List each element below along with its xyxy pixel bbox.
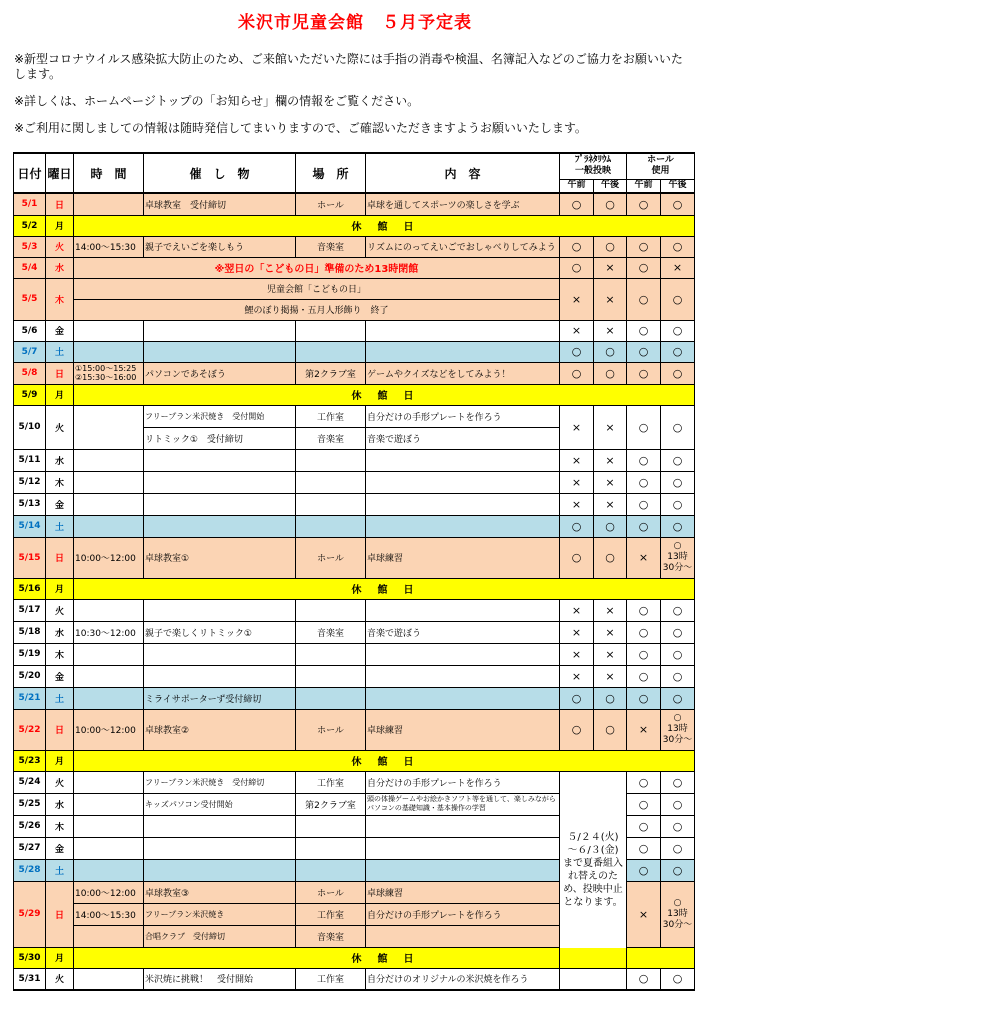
date-cell: 5/11 [14, 449, 46, 471]
date-cell: 5/30 [14, 947, 46, 968]
date-cell: 5/5 [14, 278, 46, 320]
place-cell: ホール [296, 193, 366, 215]
weekday-cell: 金 [46, 320, 74, 341]
hall-am-cell: ○ [627, 493, 661, 515]
date-cell: 5/8 [14, 362, 46, 384]
content-cell: リズムにのってえいごでおしゃべりしてみよう [366, 236, 560, 257]
event-cell: フリープラン米沢焼き [144, 903, 296, 925]
weekday-cell: 木 [46, 471, 74, 493]
event-cell: リトミック① 受付締切 [144, 427, 296, 449]
notice-text-2: ※詳しくは、ホームページトップの「お知らせ」欄の情報をご覧ください。 [14, 94, 420, 108]
weekday-cell: 水 [46, 257, 74, 278]
hall-pm-cell: ○ [661, 193, 695, 215]
planetarium-pm-cell: × [594, 643, 627, 665]
planetarium-pm-cell: × [594, 493, 627, 515]
weekday-cell: 火 [46, 405, 74, 449]
notice-text-1: ※新型コロナウイルス感染拡大防止のため、ご来館いただいた際には手指の消毒や検温、名簿記入などのご協力をお願いいたします。 [14, 52, 683, 81]
content-cell: 音楽で遊ぼう [366, 427, 560, 449]
hall-pm-cell: ○ [661, 362, 695, 384]
planetarium-am-cell: × [560, 278, 594, 320]
header-content: 内 容 [366, 153, 560, 193]
planetarium-pm-cell: ○ [594, 537, 627, 578]
date-cell: 5/4 [14, 257, 46, 278]
planetarium-pm-cell: × [594, 621, 627, 643]
weekday-cell: 月 [46, 215, 74, 236]
content-cell: 卓球練習 [366, 881, 560, 903]
hall-pm-cell: ○ [661, 859, 695, 881]
table-row [14, 687, 695, 709]
hall-pm-cell: ○ [661, 815, 695, 837]
table-row [14, 599, 695, 621]
date-cell: 5/18 [14, 621, 46, 643]
header-planetarium-pm: 午後 [594, 179, 627, 193]
table-row [14, 215, 695, 236]
weekday-cell: 火 [46, 599, 74, 621]
hall-pm-cell: ○ [661, 687, 695, 709]
planetarium-am-cell: ○ [560, 341, 594, 362]
weekday-cell: 日 [46, 362, 74, 384]
closed-day-cell: 休 館 日 [74, 215, 695, 236]
date-cell: 5/17 [14, 599, 46, 621]
planetarium-pm-cell: ○ [594, 709, 627, 750]
date-cell: 5/25 [14, 793, 46, 815]
content-cell: 頭の体操ゲームやお絵かきソフト等を通して、楽しみながらパソコンの基礎知識・基本操作の学習 [366, 793, 560, 815]
planetarium-suspension-notice: ５/２４(火) ～６/３(金) まで夏番組入れ替えのため、投映中止となります。 [560, 771, 627, 968]
event-cell: 卓球教室③ [144, 881, 296, 903]
date-cell: 5/22 [14, 709, 46, 750]
planetarium-am-cell: ○ [560, 236, 594, 257]
date-cell: 5/3 [14, 236, 46, 257]
header-event: 催 し 物 [144, 153, 296, 193]
table-row [14, 449, 695, 471]
hall-am-cell: × [627, 709, 661, 750]
event-cell: 合唱クラブ 受付締切 [144, 925, 296, 947]
table-row [14, 643, 695, 665]
table-row [14, 405, 695, 427]
schedule-table [13, 152, 695, 991]
weekday-cell: 月 [46, 750, 74, 771]
table-row [14, 341, 695, 362]
weekday-cell: 水 [46, 449, 74, 471]
time-cell: 10:00～12:00 [74, 537, 144, 578]
hall-am-cell: ○ [627, 793, 661, 815]
hall-am-cell: ○ [627, 643, 661, 665]
header-time: 時 間 [74, 153, 144, 193]
page-title: 米沢市児童会館 ５月予定表 [238, 13, 472, 33]
event-cell: パソコンであそぼう [144, 362, 296, 384]
planetarium-pm-cell: ○ [594, 515, 627, 537]
event-cell: フリープラン米沢焼き 受付締切 [144, 771, 296, 793]
weekday-cell: 日 [46, 709, 74, 750]
hall-am-cell: ○ [627, 687, 661, 709]
hall-am-cell: ○ [627, 515, 661, 537]
weekday-cell: 日 [46, 881, 74, 947]
planetarium-am-cell: ○ [560, 257, 594, 278]
time-cell: 14:00～15:30 [74, 236, 144, 257]
weekday-cell: 土 [46, 859, 74, 881]
hall-pm-cell: ○ 13時30分～ [661, 881, 695, 947]
header-planetarium: ﾌﾟﾗﾈﾀﾘｳﾑ 一般投映 [560, 153, 627, 179]
table-row [14, 384, 695, 405]
hall-pm-cell: ○ [661, 665, 695, 687]
planetarium-am-cell: × [560, 405, 594, 449]
header-date: 日付 [14, 153, 46, 193]
hall-am-cell: ○ [627, 471, 661, 493]
event-cell: 卓球教室② [144, 709, 296, 750]
weekday-cell: 土 [46, 687, 74, 709]
time-cell: 10:30～12:00 [74, 621, 144, 643]
event-cell: ミライサポーターず受付締切 [144, 687, 296, 709]
table-row [14, 278, 695, 299]
date-cell: 5/9 [14, 384, 46, 405]
table-row [14, 947, 695, 968]
table-row [14, 578, 695, 599]
hall-am-cell: ○ [627, 621, 661, 643]
planetarium-am-cell: × [560, 320, 594, 341]
event-cell: キッズパソコン受付開始 [144, 793, 296, 815]
weekday-cell: 火 [46, 771, 74, 793]
event-cell: 卓球教室 受付締切 [144, 193, 296, 215]
date-cell: 5/20 [14, 665, 46, 687]
weekday-cell: 金 [46, 837, 74, 859]
place-cell: 工作室 [296, 771, 366, 793]
hall-pm-cell: ○ [661, 515, 695, 537]
content-cell: 自分だけの手形プレートを作ろう [366, 771, 560, 793]
header-planetarium-am: 午前 [560, 179, 594, 193]
hall-am-cell: × [627, 537, 661, 578]
hall-am-cell: ○ [627, 599, 661, 621]
planetarium-am-cell: × [560, 599, 594, 621]
place-cell: 音楽室 [296, 621, 366, 643]
weekday-cell: 日 [46, 537, 74, 578]
header-hall: ホール 使用 [627, 153, 695, 179]
date-cell: 5/13 [14, 493, 46, 515]
hall-pm-cell: ○ [661, 493, 695, 515]
date-cell: 5/6 [14, 320, 46, 341]
hall-pm-cell: ○ [661, 837, 695, 859]
closed-day-cell: 休 館 日 [74, 750, 695, 771]
table-row [14, 968, 695, 990]
planetarium-pm-cell: × [594, 320, 627, 341]
table-row [14, 493, 695, 515]
hall-am-cell: ○ [627, 405, 661, 449]
planetarium-pm-cell: × [594, 599, 627, 621]
closed-day-cell: 休 館 日 [74, 384, 695, 405]
hall-am-cell: ○ [627, 837, 661, 859]
hall-pm-cell: ○ 13時30分～ [661, 709, 695, 750]
event-cell: 卓球教室① [144, 537, 296, 578]
planetarium-am-cell: ○ [560, 537, 594, 578]
planetarium-am-cell: ○ [560, 515, 594, 537]
content-cell: 卓球を通してスポーツの楽しさを学ぶ [366, 193, 560, 215]
hall-pm-cell: ○ 13時30分～ [661, 537, 695, 578]
hall-am-cell: ○ [627, 665, 661, 687]
hall-am-cell: ○ [627, 771, 661, 793]
hall-am-cell: ○ [627, 859, 661, 881]
place-cell: 音楽室 [296, 925, 366, 947]
table-row [14, 471, 695, 493]
place-cell: 工作室 [296, 968, 366, 990]
content-cell: 自分だけの手形プレートを作ろう [366, 903, 560, 925]
table-row [14, 771, 695, 793]
content-cell: 自分だけの手形プレートを作ろう [366, 405, 560, 427]
weekday-cell: 木 [46, 643, 74, 665]
hall-pm-cell: × [661, 257, 695, 278]
event-cell: 親子でえいごを楽しもう [144, 236, 296, 257]
hall-pm-cell: ○ [661, 449, 695, 471]
date-cell: 5/23 [14, 750, 46, 771]
place-cell: ホール [296, 537, 366, 578]
header-hall-am: 午前 [627, 179, 661, 193]
closed-day-cell: 休 館 日 [74, 947, 695, 968]
table-row [14, 515, 695, 537]
date-cell: 5/1 [14, 193, 46, 215]
event-cell: 親子で楽しくリトミック① [144, 621, 296, 643]
planetarium-pm-cell: ○ [594, 687, 627, 709]
table-row [14, 750, 695, 771]
planetarium-am-cell: ○ [560, 687, 594, 709]
hall-pm-cell: ○ [661, 341, 695, 362]
place-cell: 音楽室 [296, 427, 366, 449]
early-closing-notice: ※翌日の「こどもの日」準備のため13時閉館 [74, 257, 560, 278]
planetarium-pm-cell: ○ [594, 341, 627, 362]
hall-am-cell: ○ [627, 320, 661, 341]
hall-am-cell: ○ [627, 815, 661, 837]
time-cell: 10:00～12:00 [74, 881, 144, 903]
hall-pm-cell: ○ [661, 599, 695, 621]
planetarium-am-cell: × [560, 493, 594, 515]
planetarium-pm-cell: × [594, 405, 627, 449]
planetarium-pm-cell: × [594, 471, 627, 493]
place-cell: ホール [296, 709, 366, 750]
date-cell: 5/7 [14, 341, 46, 362]
time-cell: ①15:00～15:25 ②15:30～16:00 [74, 362, 144, 384]
header-weekday: 曜日 [46, 153, 74, 193]
hall-pm-cell: ○ [661, 471, 695, 493]
date-cell: 5/27 [14, 837, 46, 859]
date-cell: 5/10 [14, 405, 46, 449]
hall-am-cell: ○ [627, 236, 661, 257]
hall-am-cell: ○ [627, 362, 661, 384]
weekday-cell: 土 [46, 341, 74, 362]
content-cell: 音楽で遊ぼう [366, 621, 560, 643]
table-row [14, 362, 695, 384]
table-row [14, 621, 695, 643]
table-row [14, 665, 695, 687]
weekday-cell: 日 [46, 193, 74, 215]
weekday-cell: 水 [46, 793, 74, 815]
date-cell: 5/2 [14, 215, 46, 236]
header-hall-pm: 午後 [661, 179, 695, 193]
hall-am-cell: ○ [627, 257, 661, 278]
table-row [14, 320, 695, 341]
hall-pm-cell: ○ [661, 405, 695, 449]
hall-am-cell: ○ [627, 968, 661, 990]
table-row [14, 709, 695, 750]
planetarium-am-cell: × [560, 665, 594, 687]
table-row [14, 257, 695, 278]
place-cell: 第2クラブ室 [296, 362, 366, 384]
childrens-day-event: 児童会館「こどもの日」 [74, 278, 560, 299]
date-cell: 5/24 [14, 771, 46, 793]
date-cell: 5/19 [14, 643, 46, 665]
weekday-cell: 木 [46, 278, 74, 320]
weekday-cell: 土 [46, 515, 74, 537]
planetarium-am-cell: × [560, 643, 594, 665]
weekday-cell: 金 [46, 665, 74, 687]
place-cell: 工作室 [296, 405, 366, 427]
weekday-cell: 月 [46, 947, 74, 968]
hall-am-cell: ○ [627, 341, 661, 362]
table-row [14, 537, 695, 578]
date-cell: 5/21 [14, 687, 46, 709]
planetarium-pm-cell: ○ [594, 362, 627, 384]
date-cell: 5/26 [14, 815, 46, 837]
date-cell: 5/15 [14, 537, 46, 578]
planetarium-am-cell: × [560, 449, 594, 471]
weekday-cell: 火 [46, 968, 74, 990]
planetarium-am-cell: ○ [560, 362, 594, 384]
header-place: 場 所 [296, 153, 366, 193]
place-cell: 第2クラブ室 [296, 793, 366, 815]
planetarium-pm-cell: × [594, 449, 627, 471]
hall-pm-cell: ○ [661, 643, 695, 665]
planetarium-pm-cell: ○ [594, 236, 627, 257]
hall-pm-cell: ○ [661, 793, 695, 815]
event-cell: フリープラン米沢焼き 受付開始 [144, 405, 296, 427]
hall-am-cell: ○ [627, 193, 661, 215]
table-row [14, 236, 695, 257]
place-cell: 音楽室 [296, 236, 366, 257]
date-cell: 5/12 [14, 471, 46, 493]
date-cell: 5/29 [14, 881, 46, 947]
hall-am-cell: ○ [627, 278, 661, 320]
place-cell: ホール [296, 881, 366, 903]
content-cell: ゲームやクイズなどをしてみよう！ [366, 362, 560, 384]
date-cell: 5/31 [14, 968, 46, 990]
weekday-cell: 月 [46, 578, 74, 599]
date-cell: 5/16 [14, 578, 46, 599]
weekday-cell: 水 [46, 621, 74, 643]
planetarium-pm-cell: × [594, 665, 627, 687]
content-cell: 卓球練習 [366, 537, 560, 578]
planetarium-am-cell: ○ [560, 709, 594, 750]
time-cell [74, 193, 144, 215]
weekday-cell: 月 [46, 384, 74, 405]
hall-am-cell: × [627, 881, 661, 947]
date-cell: 5/14 [14, 515, 46, 537]
notice-text-3: ※ご利用に関しましての情報は随時発信してまいりますので、ご確認いただきますようお願いいたします。 [14, 121, 587, 135]
content-cell: 自分だけのオリジナルの米沢焼を作ろう [366, 968, 560, 990]
place-cell: 工作室 [296, 903, 366, 925]
date-cell: 5/28 [14, 859, 46, 881]
weekday-cell: 火 [46, 236, 74, 257]
time-cell: 14:00～15:30 [74, 903, 144, 925]
hall-pm-cell: ○ [661, 968, 695, 990]
closed-day-cell: 休 館 日 [74, 578, 695, 599]
weekday-cell: 金 [46, 493, 74, 515]
planetarium-pm-cell: × [594, 257, 627, 278]
planetarium-pm-cell: ○ [594, 193, 627, 215]
planetarium-am-cell: ○ [560, 193, 594, 215]
hall-pm-cell: ○ [661, 771, 695, 793]
time-cell: 10:00～12:00 [74, 709, 144, 750]
hall-pm-cell: ○ [661, 320, 695, 341]
weekday-cell: 木 [46, 815, 74, 837]
content-cell: 卓球練習 [366, 709, 560, 750]
hall-pm-cell: ○ [661, 236, 695, 257]
planetarium-am-cell: × [560, 621, 594, 643]
table-row [14, 193, 695, 215]
event-cell: 米沢焼に挑戦！ 受付開始 [144, 968, 296, 990]
carp-streamer-event: 鯉のぼり掲揚・五月人形飾り 終了 [74, 299, 560, 320]
hall-am-cell: ○ [627, 449, 661, 471]
hall-pm-cell: ○ [661, 621, 695, 643]
hall-pm-cell: ○ [661, 278, 695, 320]
planetarium-pm-cell: × [594, 278, 627, 320]
planetarium-am-cell: × [560, 471, 594, 493]
